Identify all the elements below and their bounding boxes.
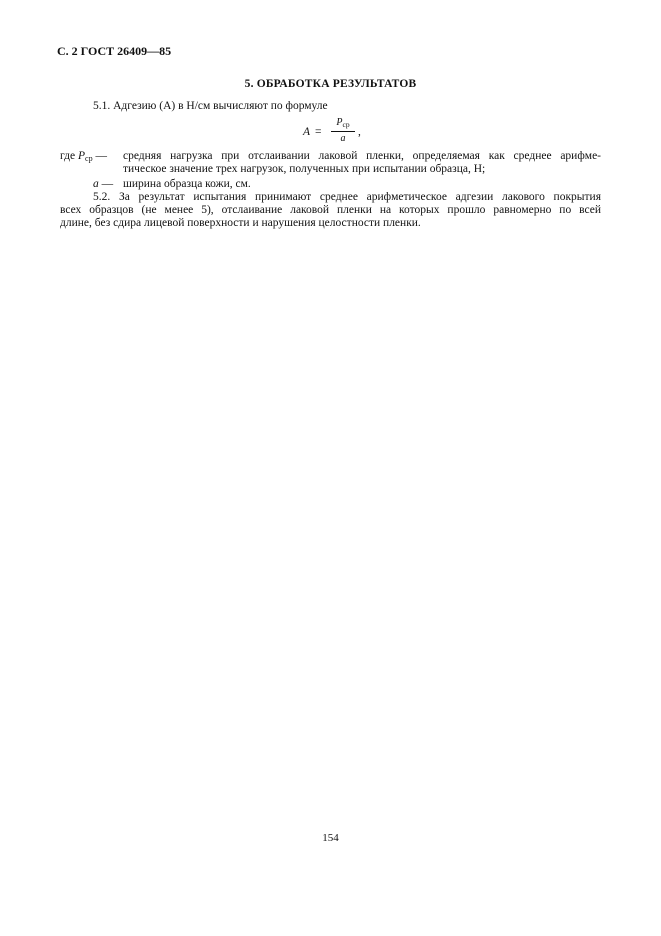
definition-term: где $P_{ср}$ — [60,150,107,163]
section-title: 5. ОБРАБОТКА РЕЗУЛЬТАТОВ [244,78,417,90]
formula-fraction [331,117,355,144]
definition-term: a — [93,178,114,190]
paragraph-5-2: 5.2. За результат испытания принимают среднее арифметическое адгезии лакового покрытия всех образцов (не менее 5), отслаивание лаковой пленки на которых прошло равномерно по всей длине, без сдира лицевой поверхности и нарушения целостности пленки. [60,191,601,229]
page-number: 154 [322,832,339,844]
formula-numerator: $P_{ср}$ [336,117,350,129]
formula-comma: , [358,126,361,138]
page-header: С. 2 ГОСТ 26409—85 [57,44,172,58]
adhesion-formula [303,117,383,149]
paragraph-5-1: 5.1. Адгезию (А) в Н/см вычисляют по формуле [93,100,328,112]
formula-denominator: a [340,133,346,144]
definition-text: ширина образца кожи, см. [123,178,251,190]
formula-lhs: A [303,126,311,138]
fraction-bar [331,131,355,132]
formula-equals: = [315,126,322,138]
definition-text: средняя нагрузка при отслаивании лаковой пленки, определяемая как среднее арифме- тическое значение трех нагрузок, полученных при испытании образца, Н; [123,150,601,175]
